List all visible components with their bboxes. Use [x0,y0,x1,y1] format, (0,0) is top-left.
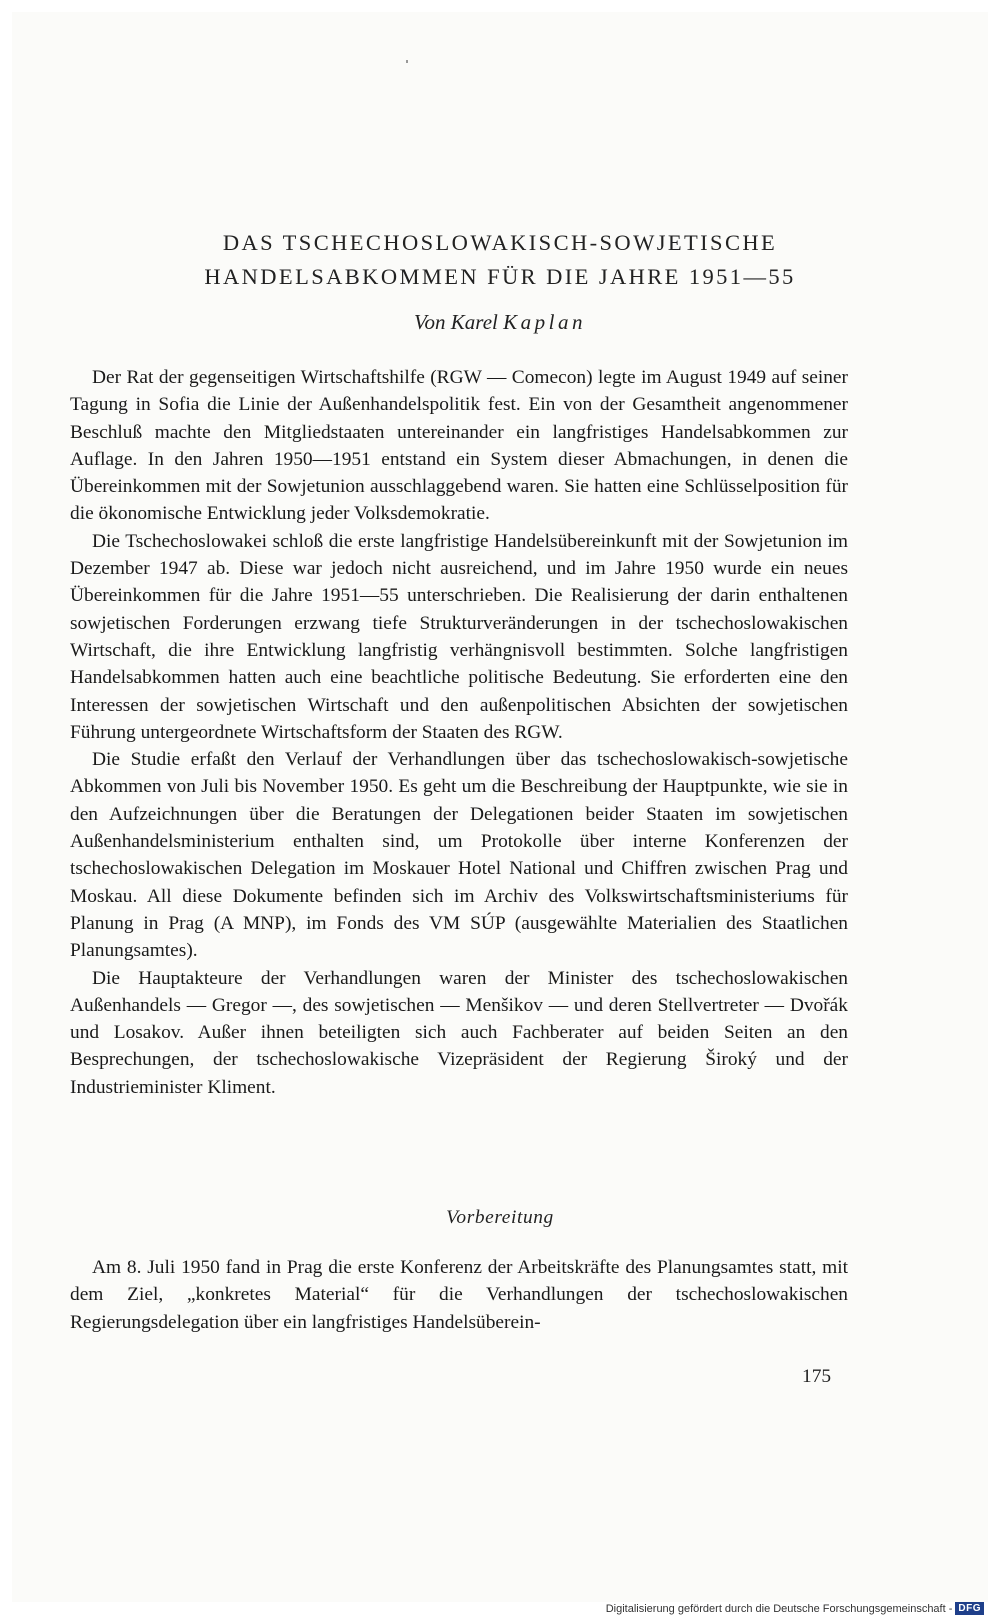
article-body [70,364,848,1101]
scan-speck [406,60,408,63]
section-body [70,1254,848,1336]
digitization-footer [606,1602,984,1615]
title-line-1: DAS TSCHECHOSLOWAKISCH-SOWJETISCHE [222,230,778,255]
section-heading: Vorbereitung [446,1207,554,1228]
author-prefix: Von Karel [414,310,504,334]
page-number: 175 [802,1366,832,1387]
title-line-2: HANDELSABKOMMEN FÜR DIE JAHRE 1951—55 [204,264,796,289]
paragraph-3: Die Studie erfaßt den Verlauf der Verhandlungen über das tschechoslowakisch-sowjetische Abkommen von Juli bis November 1950. Es geht um die Beschreibung der Hauptpunkte, wie sie in den Aufzeichnungen über die Beratungen der Delegationen beider Staaten im sowjetischen Außenhandelsministerium enthalten sind, um Protokolle über interne Konferenzen der tschechoslowakischen Delegation im Moskauer Hotel National und Chiffren zwischen Prag und Moskau. All diese Dokumente befinden sich im Archiv des Volkswirtschaftsministeriums für Planung in Prag (A MNP), im Fonds des VM SÚP (ausgewählte Materialien des Staatlichen Planungsamtes). [70,749,848,962]
paragraph-1: Der Rat der gegenseitigen Wirtschaftshilfe (RGW — Comecon) legte im August 1949 auf seiner Tagung in Sofia die Linie der Außenhandelspolitik fest. Ein von der Gesamtheit angenommener Beschluß machte den Mitgliedstaaten untereinander ein langfristiges Handelsabkommen zur Auflage. In den Jahren 1950—1951 entstand ein System dieser Abmachungen, in denen die Übereinkommen mit der Sowjetunion ausschlaggebend waren. Sie hatten eine Schlüsselposition für die ökonomische Entwicklung jeder Volksdemokratie. [70,367,848,525]
footer-credit: Digitalisierung gefördert durch die Deutsche Forschungsgemeinschaft - [605,1602,953,1615]
document-page [12,12,988,1602]
author-surname: Kaplan [503,310,586,334]
article-title [12,226,988,294]
paragraph-4: Die Hauptakteure der Verhandlungen waren der Minister des tschechoslowakischen Außenhandels — Gregor —, des sowjetischen — Menšikov — und deren Stellvertreter — Dvořák und Losakov. Außer ihnen beteiligten sich auch Fachberater auf beiden Seiten an den Besprechungen, der tschechoslowakische Vizepräsident der Regierung Široký und der Industrieminister Kliment. [70,967,848,1098]
paragraph-2: Die Tschechoslowakei schloß die erste langfristige Handelsübereinkunft mit der Sowjetunion im Dezember 1947 ab. Diese war jedoch nicht ausreichend, und im Jahre 1950 wurde ein neues Übereinkommen für die Jahre 1951—55 unterschrieben. Die Realisierung der darin enthaltenen sowjetischen Forderungen erzwang tiefe Strukturveränderungen in der tschechoslowakischen Wirtschaft, die ihre Entwicklung langfristig verhängnisvoll bestimmten. Solche langfristigen Handelsabkommen hatten auch eine beachtliche politische Bedeutung. Sie erforderten eine den Interessen der sowjetischen Wirtschaft und den außenpolitischen Absichten der sowjetischen Führung untergeordnete Wirtschaftsform der Staaten des RGW. [70,530,848,743]
section-paragraph: Am 8. Juli 1950 fand in Prag die erste Konferenz der Arbeitskräfte des Planungsamtes statt, mit dem Ziel, „konkretes Material“ für die Verhandlungen der tschechoslowakischen Regierungsdelegation über ein langfristiges Handelsüberein- [70,1257,848,1333]
dfg-logo: DFG [955,1602,984,1615]
author-line [12,310,988,335]
